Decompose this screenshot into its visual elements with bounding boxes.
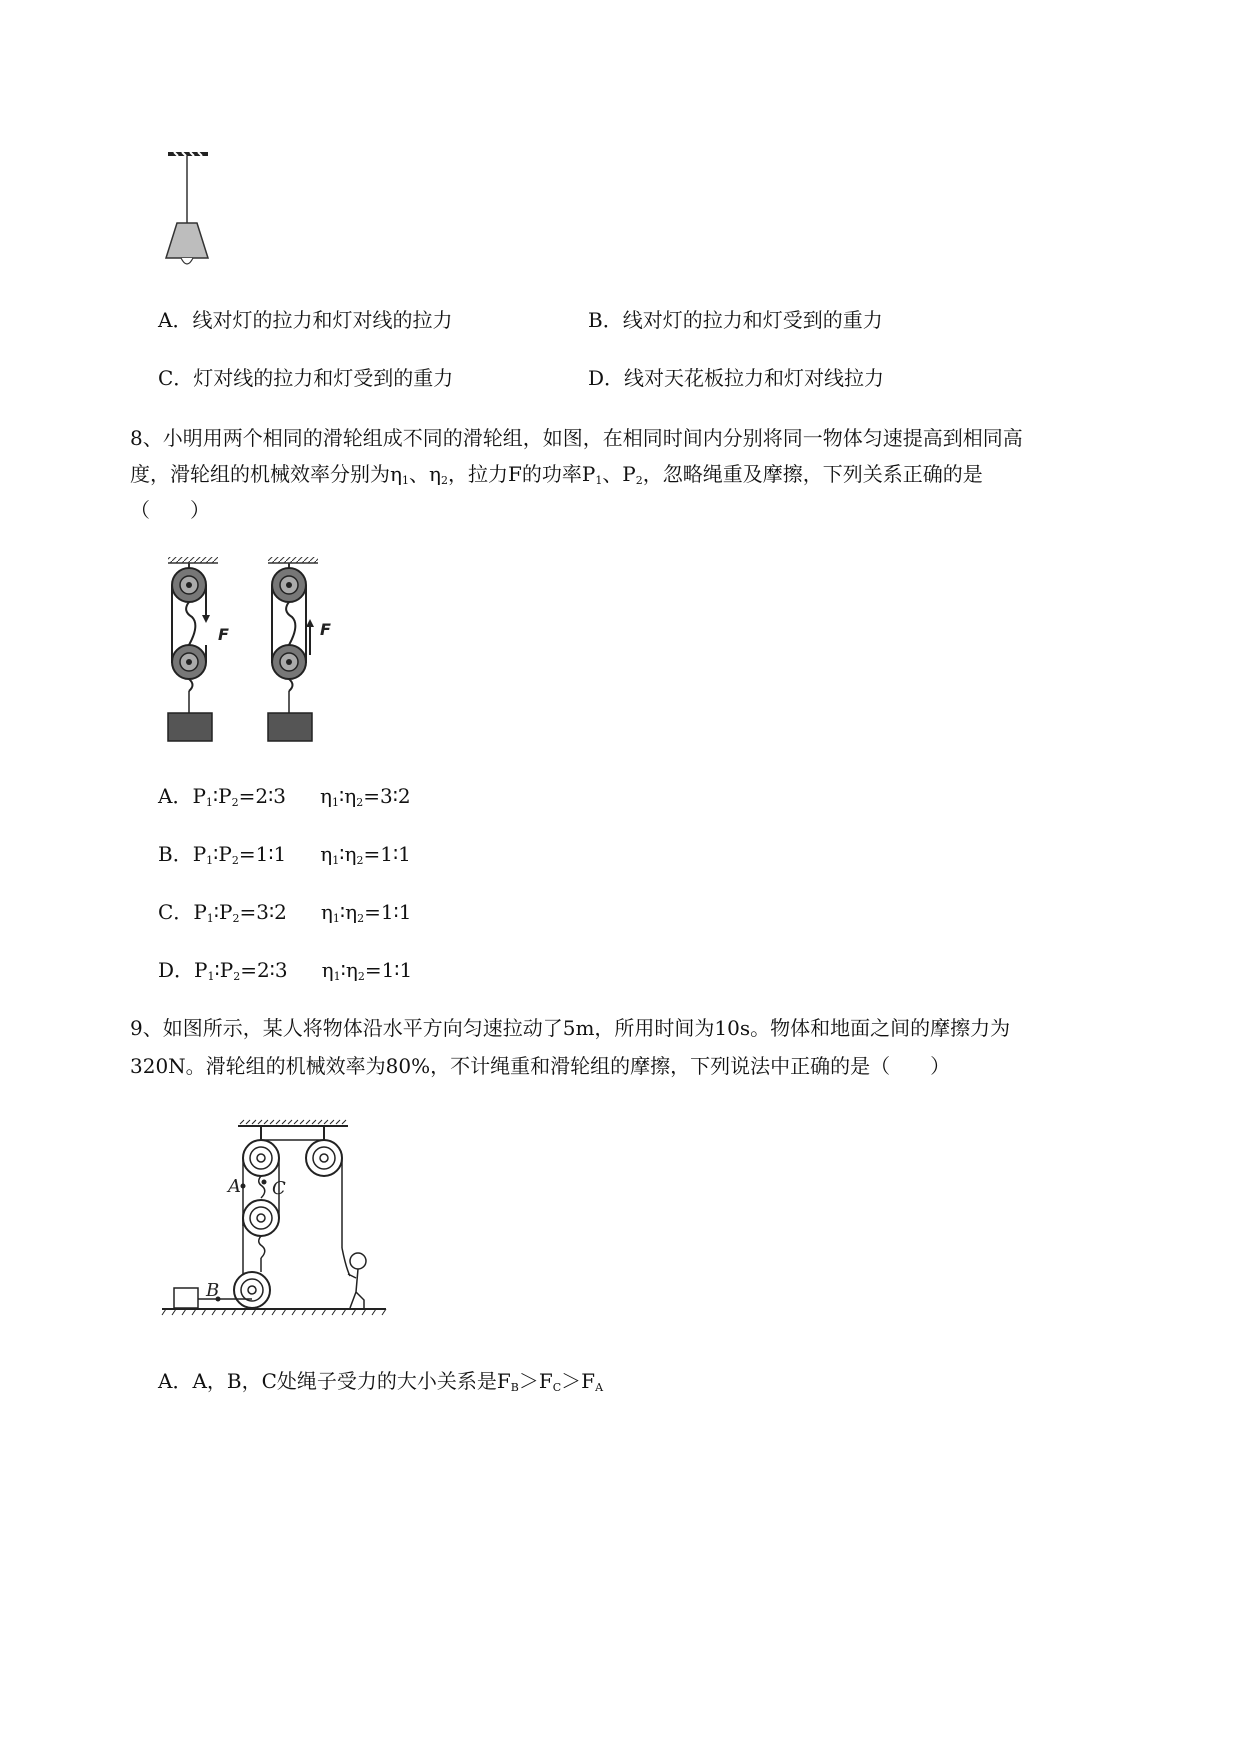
q7-option-b[interactable]: B．线对灯的拉力和灯受到的重力 (588, 308, 883, 332)
q8-option-b[interactable]: B．$P_1∶P_2=1∶1$ $\eta_1∶\eta_2=1∶1$ (158, 842, 411, 867)
pulley-person-figure (160, 1118, 400, 1328)
label-a: A (228, 1176, 241, 1197)
q7-option-c[interactable]: C．灯对线的拉力和灯受到的重力 (158, 366, 454, 390)
q8-option-c[interactable]: C．$P_1∶P_2=3∶2$ $\eta_1∶\eta_2=1∶1$ (158, 900, 412, 925)
label-b: B (206, 1280, 220, 1301)
label-c: C (272, 1178, 286, 1199)
ceiling (238, 1120, 348, 1126)
hanging-lamp-figure (160, 148, 220, 268)
q7-option-a[interactable]: A．线对灯的拉力和灯对线的拉力 (158, 308, 453, 332)
q8-option-d[interactable]: D．$P_1∶P_2=2∶3$ $\eta_1∶\eta_2=1∶1$ (158, 958, 413, 983)
q9-option-a[interactable]: A．A，B，C处绳子受力的大小关系是$F_B>F_C>F_A$ (158, 1369, 604, 1394)
pulley-system-right (268, 557, 318, 741)
lamp-shade (166, 223, 208, 258)
lamp-bulb (181, 258, 193, 264)
q9-question-line2: 320N。滑轮组的机械效率为80%，不计绳重和滑轮组的摩擦，下列说法中正确的是（ ） (130, 1054, 951, 1078)
person-figure (348, 1253, 366, 1308)
q7-option-d[interactable]: D．线对天花板拉力和灯对线拉力 (588, 366, 885, 390)
q8-answer-bracket: （ ） (130, 498, 210, 522)
q8-question-line2: 度，滑轮组的机械效率分别为$\eta_1$、$\eta_2$，拉力F的功率$P_1$、$P_2$，忽略绳重及摩擦，下列关系正确的是 (130, 462, 983, 487)
q8-question-line1: 8、小明用两个相同的滑轮组成不同的滑轮组，如图，在相同时间内分别将同一物体匀速提高到相同高 (130, 426, 1023, 450)
force-label-left: F (218, 625, 229, 644)
pulley-system-left (168, 557, 218, 741)
force-label-right: F (320, 620, 331, 639)
object-block (174, 1288, 198, 1308)
q9-question-line1: 9、如图所示，某人将物体沿水平方向匀速拉动了5m，所用时间为10s。物体和地面之间的摩擦力为 (130, 1016, 1011, 1040)
q8-option-a[interactable]: A．$P_1∶P_2=2∶3$ $\eta_1∶\eta_2=3∶2$ (158, 784, 411, 809)
pulley-systems-figure (160, 555, 360, 745)
